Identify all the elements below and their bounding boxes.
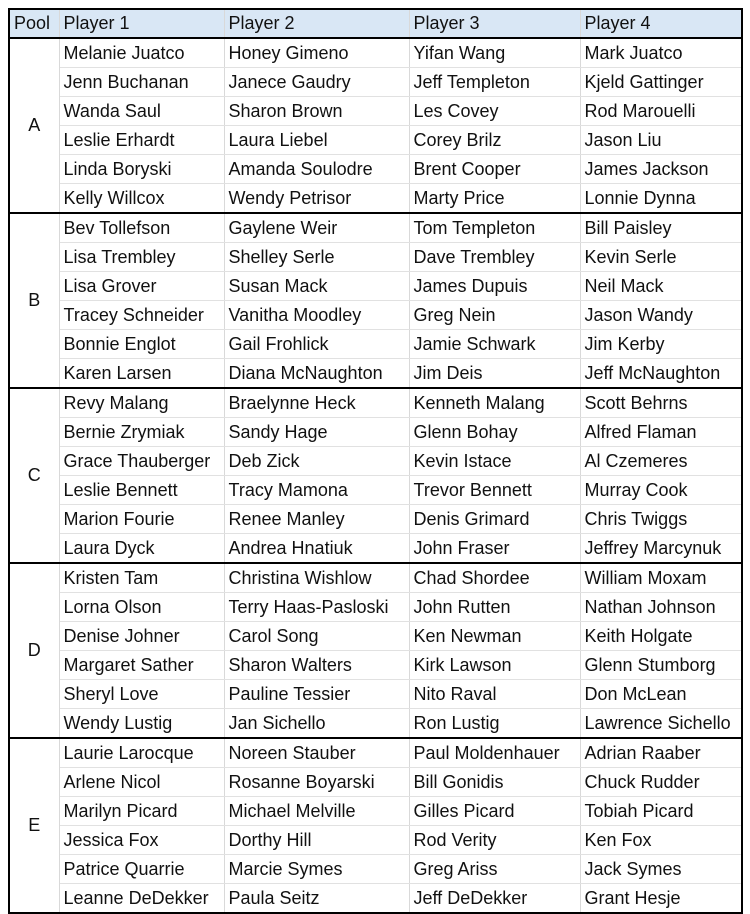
- player-cell[interactable]: Nathan Johnson: [580, 593, 742, 622]
- table-row: [9, 476, 742, 505]
- player-cell[interactable]: Denise Johner: [59, 622, 224, 651]
- player-cell[interactable]: Kevin Istace: [409, 447, 580, 476]
- player-cell[interactable]: Glenn Bohay: [409, 418, 580, 447]
- player-cell[interactable]: Greg Nein: [409, 301, 580, 330]
- player-cell[interactable]: James Dupuis: [409, 272, 580, 301]
- player-cell[interactable]: Leanne DeDekker: [59, 884, 224, 914]
- table-row: [9, 534, 742, 564]
- player-cell[interactable]: Gilles Picard: [409, 797, 580, 826]
- table-row: [9, 709, 742, 739]
- player-cell[interactable]: Jessica Fox: [59, 826, 224, 855]
- player-cell[interactable]: Carol Song: [224, 622, 409, 651]
- table-row: [9, 826, 742, 855]
- player-cell[interactable]: Braelynne Heck: [224, 388, 409, 418]
- player-cell[interactable]: Lisa Trembley: [59, 243, 224, 272]
- player-cell[interactable]: Melanie Juatco: [59, 38, 224, 68]
- table-row: [9, 797, 742, 826]
- table-row: [9, 243, 742, 272]
- player-cell[interactable]: Chuck Rudder: [580, 768, 742, 797]
- player-cell[interactable]: Leslie Bennett: [59, 476, 224, 505]
- player-cell[interactable]: Kristen Tam: [59, 563, 224, 593]
- player-cell[interactable]: Keith Holgate: [580, 622, 742, 651]
- player-cell[interactable]: Linda Boryski: [59, 155, 224, 184]
- player-cell[interactable]: Glenn Stumborg: [580, 651, 742, 680]
- table-row: [9, 97, 742, 126]
- player-cell[interactable]: Brent Cooper: [409, 155, 580, 184]
- pool-label-cell[interactable]: A: [9, 38, 59, 213]
- player-cell[interactable]: Terry Haas-Pasloski: [224, 593, 409, 622]
- player-cell[interactable]: Chad Shordee: [409, 563, 580, 593]
- player-cell[interactable]: Adrian Raaber: [580, 738, 742, 768]
- table-row: [9, 768, 742, 797]
- player-cell[interactable]: Wanda Saul: [59, 97, 224, 126]
- player-cell[interactable]: Ken Newman: [409, 622, 580, 651]
- player-cell[interactable]: Sandy Hage: [224, 418, 409, 447]
- table-row: [9, 418, 742, 447]
- player-cell[interactable]: Laura Dyck: [59, 534, 224, 564]
- player-cell[interactable]: Jamie Schwark: [409, 330, 580, 359]
- player-cell[interactable]: Marcie Symes: [224, 855, 409, 884]
- player-cell[interactable]: Noreen Stauber: [224, 738, 409, 768]
- player-cell[interactable]: Jack Symes: [580, 855, 742, 884]
- player-cell[interactable]: Bev Tollefson: [59, 213, 224, 243]
- player-cell[interactable]: Leslie Erhardt: [59, 126, 224, 155]
- player-cell[interactable]: Jeff McNaughton: [580, 359, 742, 389]
- player-cell[interactable]: Marty Price: [409, 184, 580, 214]
- player-cell[interactable]: Tracy Mamona: [224, 476, 409, 505]
- player-cell[interactable]: Laurie Larocque: [59, 738, 224, 768]
- player-cell[interactable]: Tom Templeton: [409, 213, 580, 243]
- header-row: [9, 9, 742, 38]
- player-cell[interactable]: Revy Malang: [59, 388, 224, 418]
- player-cell[interactable]: Grant Hesje: [580, 884, 742, 914]
- player-cell[interactable]: Paul Moldenhauer: [409, 738, 580, 768]
- player-cell[interactable]: Mark Juatco: [580, 38, 742, 68]
- player-cell[interactable]: Sharon Brown: [224, 97, 409, 126]
- player-cell[interactable]: Kenneth Malang: [409, 388, 580, 418]
- player-cell[interactable]: Ken Fox: [580, 826, 742, 855]
- player-cell[interactable]: Yifan Wang: [409, 38, 580, 68]
- table-row: [9, 272, 742, 301]
- player-cell[interactable]: Kelly Willcox: [59, 184, 224, 214]
- player-cell[interactable]: James Jackson: [580, 155, 742, 184]
- player-cell[interactable]: Jeff DeDekker: [409, 884, 580, 914]
- table-row: [9, 155, 742, 184]
- player-cell[interactable]: Amanda Soulodre: [224, 155, 409, 184]
- player-cell[interactable]: Tracey Schneider: [59, 301, 224, 330]
- player-cell[interactable]: Kjeld Gattinger: [580, 68, 742, 97]
- player-cell[interactable]: Rod Marouelli: [580, 97, 742, 126]
- player-cell[interactable]: Bill Paisley: [580, 213, 742, 243]
- player-cell[interactable]: Corey Brilz: [409, 126, 580, 155]
- player-cell[interactable]: Rod Verity: [409, 826, 580, 855]
- player-cell[interactable]: Jan Sichello: [224, 709, 409, 739]
- table-row: [9, 680, 742, 709]
- player-cell[interactable]: Lonnie Dynna: [580, 184, 742, 214]
- player-cell[interactable]: Andrea Hnatiuk: [224, 534, 409, 564]
- pool-label-cell[interactable]: D: [9, 563, 59, 738]
- header-player-1[interactable]: Player 1: [59, 9, 224, 38]
- player-cell[interactable]: Bill Gonidis: [409, 768, 580, 797]
- table-row: [9, 184, 742, 214]
- player-cell[interactable]: Christina Wishlow: [224, 563, 409, 593]
- player-cell[interactable]: Sheryl Love: [59, 680, 224, 709]
- player-cell[interactable]: Jason Wandy: [580, 301, 742, 330]
- pool-label-cell[interactable]: C: [9, 388, 59, 563]
- player-cell[interactable]: Jim Kerby: [580, 330, 742, 359]
- player-cell[interactable]: Wendy Petrisor: [224, 184, 409, 214]
- table-row: [9, 38, 742, 68]
- player-cell[interactable]: Lisa Grover: [59, 272, 224, 301]
- player-cell[interactable]: Dave Trembley: [409, 243, 580, 272]
- player-cell[interactable]: Neil Mack: [580, 272, 742, 301]
- table-row: [9, 388, 742, 418]
- player-cell[interactable]: Grace Thauberger: [59, 447, 224, 476]
- player-cell[interactable]: Vanitha Moodley: [224, 301, 409, 330]
- table-row: [9, 651, 742, 680]
- player-cell[interactable]: Trevor Bennett: [409, 476, 580, 505]
- header-player-4[interactable]: Player 4: [580, 9, 742, 38]
- player-cell[interactable]: Chris Twiggs: [580, 505, 742, 534]
- player-cell[interactable]: Ron Lustig: [409, 709, 580, 739]
- player-cell[interactable]: Susan Mack: [224, 272, 409, 301]
- table-row: [9, 213, 742, 243]
- player-cell[interactable]: Jenn Buchanan: [59, 68, 224, 97]
- player-cell[interactable]: Jim Deis: [409, 359, 580, 389]
- player-cell[interactable]: Laura Liebel: [224, 126, 409, 155]
- player-cell[interactable]: Jeff Templeton: [409, 68, 580, 97]
- player-cell[interactable]: Greg Ariss: [409, 855, 580, 884]
- player-cell[interactable]: Kevin Serle: [580, 243, 742, 272]
- player-cell[interactable]: Shelley Serle: [224, 243, 409, 272]
- player-cell[interactable]: Sharon Walters: [224, 651, 409, 680]
- player-cell[interactable]: Gaylene Weir: [224, 213, 409, 243]
- player-cell[interactable]: John Fraser: [409, 534, 580, 564]
- player-cell[interactable]: John Rutten: [409, 593, 580, 622]
- player-cell[interactable]: Denis Grimard: [409, 505, 580, 534]
- pool-spreadsheet: [8, 8, 741, 908]
- player-cell[interactable]: Gail Frohlick: [224, 330, 409, 359]
- table-row: [9, 359, 742, 389]
- player-cell[interactable]: Tobiah Picard: [580, 797, 742, 826]
- table-row: [9, 301, 742, 330]
- player-cell[interactable]: Honey Gimeno: [224, 38, 409, 68]
- pool-label-cell[interactable]: E: [9, 738, 59, 913]
- player-cell[interactable]: Les Covey: [409, 97, 580, 126]
- header-pool[interactable]: Pool: [9, 9, 59, 38]
- player-cell[interactable]: Janece Gaudry: [224, 68, 409, 97]
- pool-label-cell[interactable]: B: [9, 213, 59, 388]
- player-cell[interactable]: Lawrence Sichello: [580, 709, 742, 739]
- player-cell[interactable]: Al Czemeres: [580, 447, 742, 476]
- player-cell[interactable]: Rosanne Boyarski: [224, 768, 409, 797]
- table-row: [9, 126, 742, 155]
- player-cell[interactable]: Patrice Quarrie: [59, 855, 224, 884]
- player-cell[interactable]: Diana McNaughton: [224, 359, 409, 389]
- player-cell[interactable]: Wendy Lustig: [59, 709, 224, 739]
- header-player-2[interactable]: Player 2: [224, 9, 409, 38]
- player-cell[interactable]: Deb Zick: [224, 447, 409, 476]
- player-cell[interactable]: William Moxam: [580, 563, 742, 593]
- pool-table: [8, 8, 743, 914]
- table-row: [9, 330, 742, 359]
- player-cell[interactable]: Karen Larsen: [59, 359, 224, 389]
- player-cell[interactable]: Lorna Olson: [59, 593, 224, 622]
- player-cell[interactable]: Marion Fourie: [59, 505, 224, 534]
- table-row: [9, 622, 742, 651]
- table-row: [9, 738, 742, 768]
- player-cell[interactable]: Bonnie Englot: [59, 330, 224, 359]
- player-cell[interactable]: Nito Raval: [409, 680, 580, 709]
- player-cell[interactable]: Paula Seitz: [224, 884, 409, 914]
- table-row: [9, 855, 742, 884]
- player-cell[interactable]: Murray Cook: [580, 476, 742, 505]
- player-cell[interactable]: Kirk Lawson: [409, 651, 580, 680]
- table-row: [9, 505, 742, 534]
- player-cell[interactable]: Renee Manley: [224, 505, 409, 534]
- player-cell[interactable]: Alfred Flaman: [580, 418, 742, 447]
- player-cell[interactable]: Margaret Sather: [59, 651, 224, 680]
- table-row: [9, 68, 742, 97]
- player-cell[interactable]: Jason Liu: [580, 126, 742, 155]
- table-row: [9, 593, 742, 622]
- player-cell[interactable]: Marilyn Picard: [59, 797, 224, 826]
- player-cell[interactable]: Pauline Tessier: [224, 680, 409, 709]
- table-row: [9, 447, 742, 476]
- player-cell[interactable]: Michael Melville: [224, 797, 409, 826]
- player-cell[interactable]: Don McLean: [580, 680, 742, 709]
- player-cell[interactable]: Jeffrey Marcynuk: [580, 534, 742, 564]
- header-player-3[interactable]: Player 3: [409, 9, 580, 38]
- player-cell[interactable]: Dorthy Hill: [224, 826, 409, 855]
- player-cell[interactable]: Arlene Nicol: [59, 768, 224, 797]
- table-row: [9, 884, 742, 914]
- player-cell[interactable]: Bernie Zrymiak: [59, 418, 224, 447]
- player-cell[interactable]: Scott Behrns: [580, 388, 742, 418]
- table-row: [9, 563, 742, 593]
